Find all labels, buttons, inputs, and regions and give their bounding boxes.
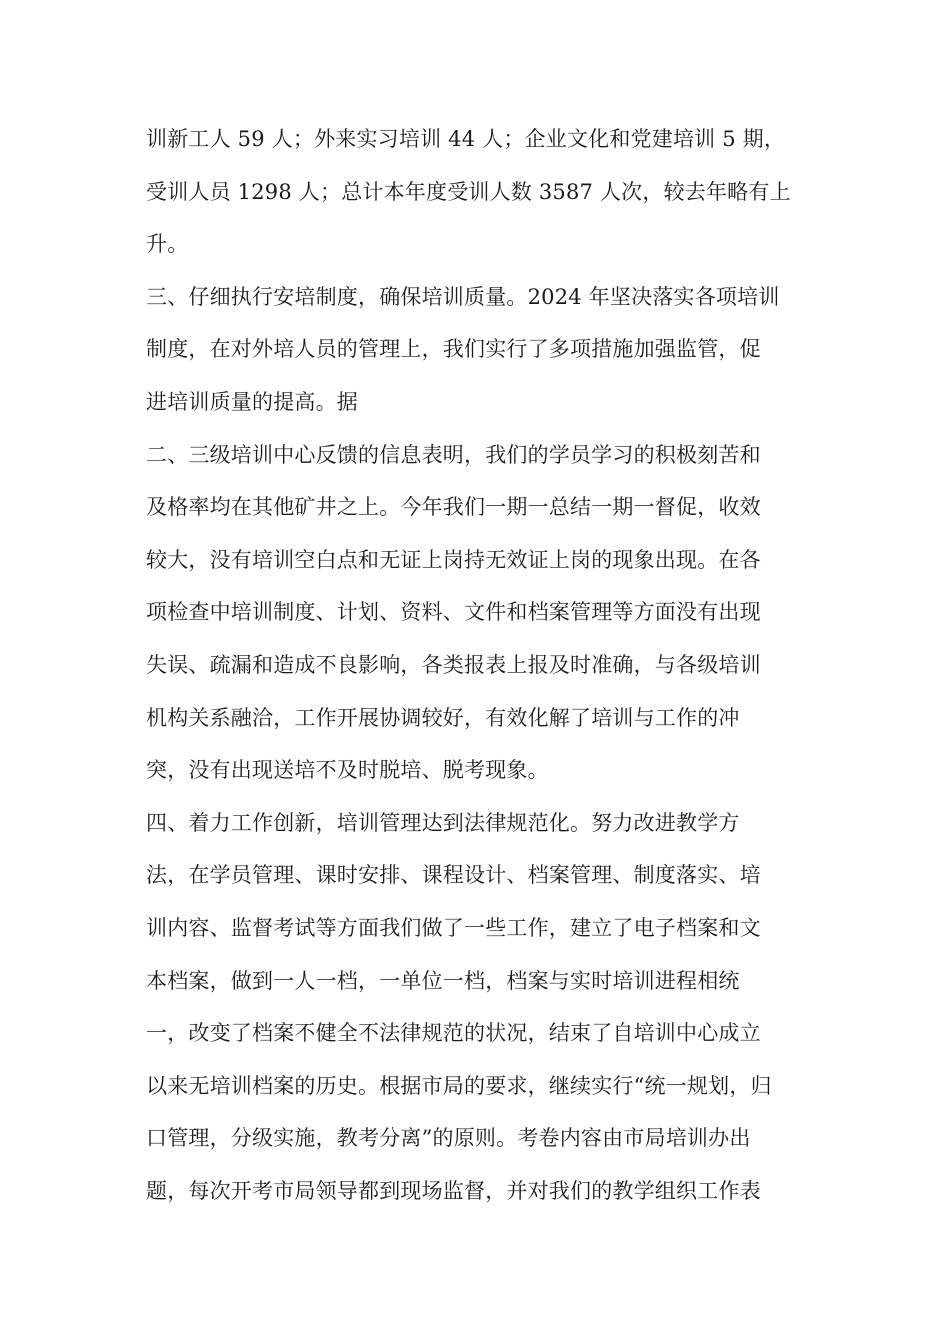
document-body (146, 113, 816, 1217)
text-line: 及格率均在其他矿井之上。今年我们一期一总结一期一督促，收效 (146, 495, 761, 520)
text-line: 二、三级培训中心反馈的信息表明，我们的学员学习的积极刻苦和 (146, 442, 761, 467)
text-line: 训新工人 59 人；外来实习培训 44 人；企业文化和党建培训 5 期， (146, 127, 786, 151)
text-line: 升。 (146, 232, 189, 257)
text-line: 训内容、监督考试等方面我们做了一些工作，建立了电子档案和文 (146, 915, 761, 940)
text-line: 一，改变了档案不健全不法律规范的状况，结束了自培训中心成立 (146, 1021, 761, 1046)
text-line: 项检查中培训制度、计划、资料、文件和档案管理等方面没有出现 (146, 600, 761, 625)
text-line: 失误、疏漏和造成不良影响，各类报表上报及时准确，与各级培训 (146, 652, 761, 677)
text-line: 题，每次开考市局领导都到现场监督，并对我们的教学组织工作表 (146, 1178, 761, 1203)
text-line: 进培训质量的提高。据 (146, 389, 358, 414)
text-line: 本档案，做到一人一档，一单位一档，档案与实时培训进程相统 (146, 968, 740, 993)
text-line: 口管理，分级实施，教考分离”的原则。考卷内容由市局培训办出 (146, 1126, 751, 1151)
text-line: 制度，在对外培人员的管理上，我们实行了多项措施加强监管，促 (146, 337, 761, 362)
text-line: 突，没有出现送培不及时脱培、脱考现象。 (146, 758, 549, 783)
text-line: 四、着力工作创新，培训管理达到法律规范化。努力改进教学方 (146, 810, 740, 835)
text-line: 以来无培训档案的历史。根据市局的要求，继续实行“统一规划，归 (146, 1073, 772, 1098)
text-line: 三、仔细执行安培制度，确保培训质量。2024 年坚决落实各项培训 (146, 284, 780, 309)
text-line: 受训人员 1298 人；总计本年度受训人数 3587 人次，较去年略有上 (146, 179, 791, 204)
text-line: 法，在学员管理、课时安排、课程设计、档案管理、制度落实、培 (146, 863, 761, 888)
text-line: 机构关系融洽，工作开展协调较好，有效化解了培训与工作的冲 (146, 705, 740, 730)
text-line: 较大，没有培训空白点和无证上岗持无效证上岗的现象出现。在各 (146, 547, 761, 572)
